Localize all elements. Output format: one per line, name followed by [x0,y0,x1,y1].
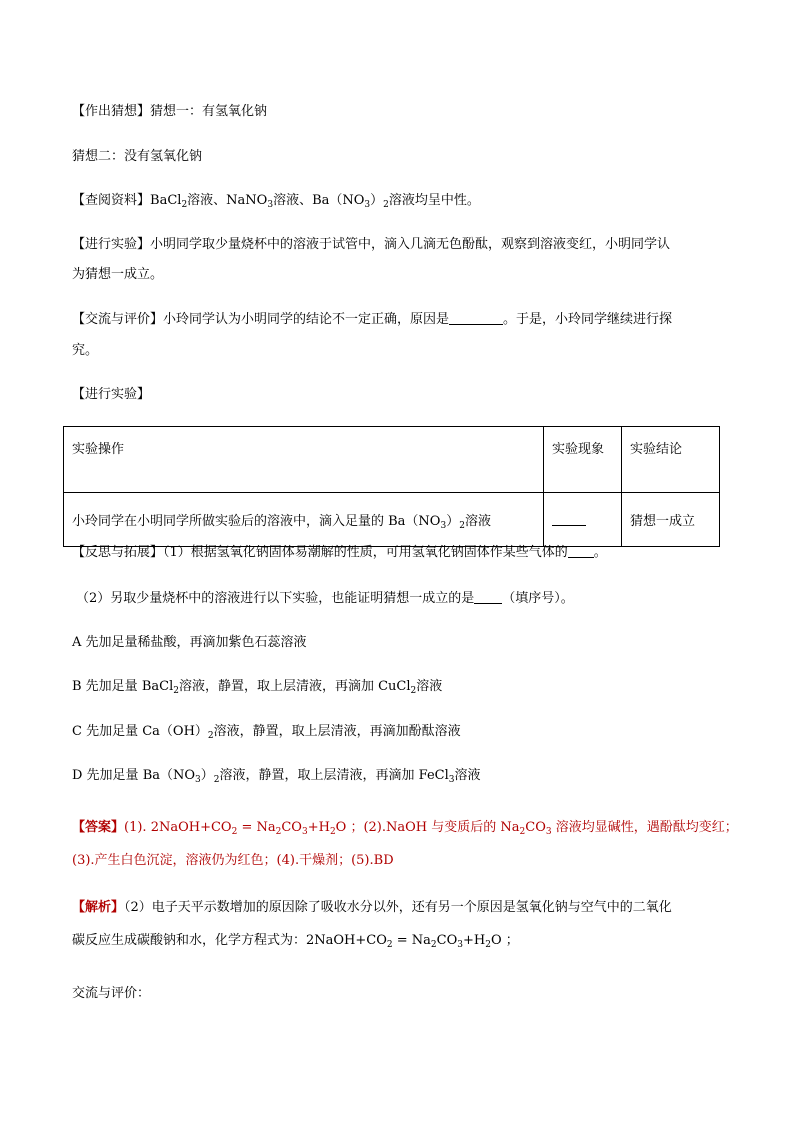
option-c: C 先加足量 $Ca(OH)_2$溶液，静置，取上层清液，再滴加酚酞溶液 [72,724,461,741]
header-conclusion: 实验结论 [622,427,720,493]
answer-label: 【答案】 [72,820,125,835]
section-label-experiment: 【进行实验】 [72,237,151,252]
option-a: A 先加足量稀盐酸，再滴加紫色石蕊溶液 [72,635,307,650]
section-label-experiment-2: 【进行实验】 [72,387,151,402]
evaluation-line-2: 究。 [72,343,99,358]
question-two-line: （2）另取少量烧杯中的溶液进行以下实验，也能证明猜想一成立的是 （填序号）。 [76,591,574,606]
section-label-reflection: 【反思与拓展】 [72,545,164,560]
question-two-blank[interactable] [474,589,502,604]
analysis-label: 【解析】 [72,900,125,915]
section-label-reference: 【查阅资料】 [72,193,151,208]
reference-line: 【查阅资料】BaCl$_2$溶液、NaNO$_3$溶液、$Ba(NO_3)_2$溶液均呈中性。 [72,193,480,210]
cell-conclusion: 猜想一成立 [622,493,720,547]
table-header-row [64,427,720,493]
option-d: D 先加足量 $Ba(NO_3)_2$溶液，静置，取上层清液，再滴加 FeCl$_3$溶液 [72,768,481,785]
section-label-guess: 【作出猜想】 [72,104,151,119]
evaluation-line-1: 【交流与评价】小玲同学认为小明同学的结论不一定正确，原因是 。于是，小玲同学继续进行探 [72,312,673,327]
header-phenomenon: 实验现象 [544,427,622,493]
answer-blank[interactable] [449,310,503,325]
cell-phenomenon [544,493,622,547]
section-label-evaluation: 【交流与评价】 [72,312,164,327]
analysis-line-2: 碳反应生成碳酸钠和水，化学方程式为：$2NaOH+CO_2 = Na_2CO_3+H_2O$ ； [72,933,519,950]
experiment-line-2: 为猜想一成立。 [72,267,164,282]
option-b: B 先加足量 BaCl$_2$溶液，静置，取上层清液，再滴加 CuCl$_2$溶液 [72,679,443,696]
guess-two-line: 猜想二：没有氢氧化钠 [72,149,203,164]
guess-one-text: 猜想一：有氢氧化钠 [150,104,268,119]
answer-line-2: (3).产生白色沉淀，溶液仍为红色；(4).干燥剂；(5).BD [72,853,394,868]
phenomenon-blank[interactable] [552,511,586,526]
reflection-line: 【反思与拓展】（1）根据氢氧化钠固体易潮解的性质，可用氢氧化钠固体作某些气体的 。 [72,545,607,560]
cell-operation: 小玲同学在小明同学所做实验后的溶液中，滴入足量的 $Ba(NO_3)_2$溶液 [64,493,544,547]
header-operation: 实验操作 [64,427,544,493]
exchange-evaluation-line: 交流与评价： [72,986,151,1001]
reflection-blank[interactable] [568,543,594,558]
guess-one-line [72,100,734,124]
table-row [64,493,720,547]
experiment-line-1: 【进行实验】小明同学取少量烧杯中的溶液于试管中，滴入几滴无色酚酞，观察到溶液变红，小明同学认 [72,237,671,252]
experiment-table [63,426,720,547]
answer-line-1: 【答案】(1). $2NaOH+CO_2 = Na_2CO_3+H_2O$ ；(2).NaOH 与变质后的 $Na_2CO_3$ 溶液均显碱性，遇酚酞均变红； [72,820,738,837]
analysis-line-1: 【解析】（2）电子天平示数增加的原因除了吸收水分以外，还有另一个原因是氢氧化钠与空气中的二氧化 [72,900,672,915]
